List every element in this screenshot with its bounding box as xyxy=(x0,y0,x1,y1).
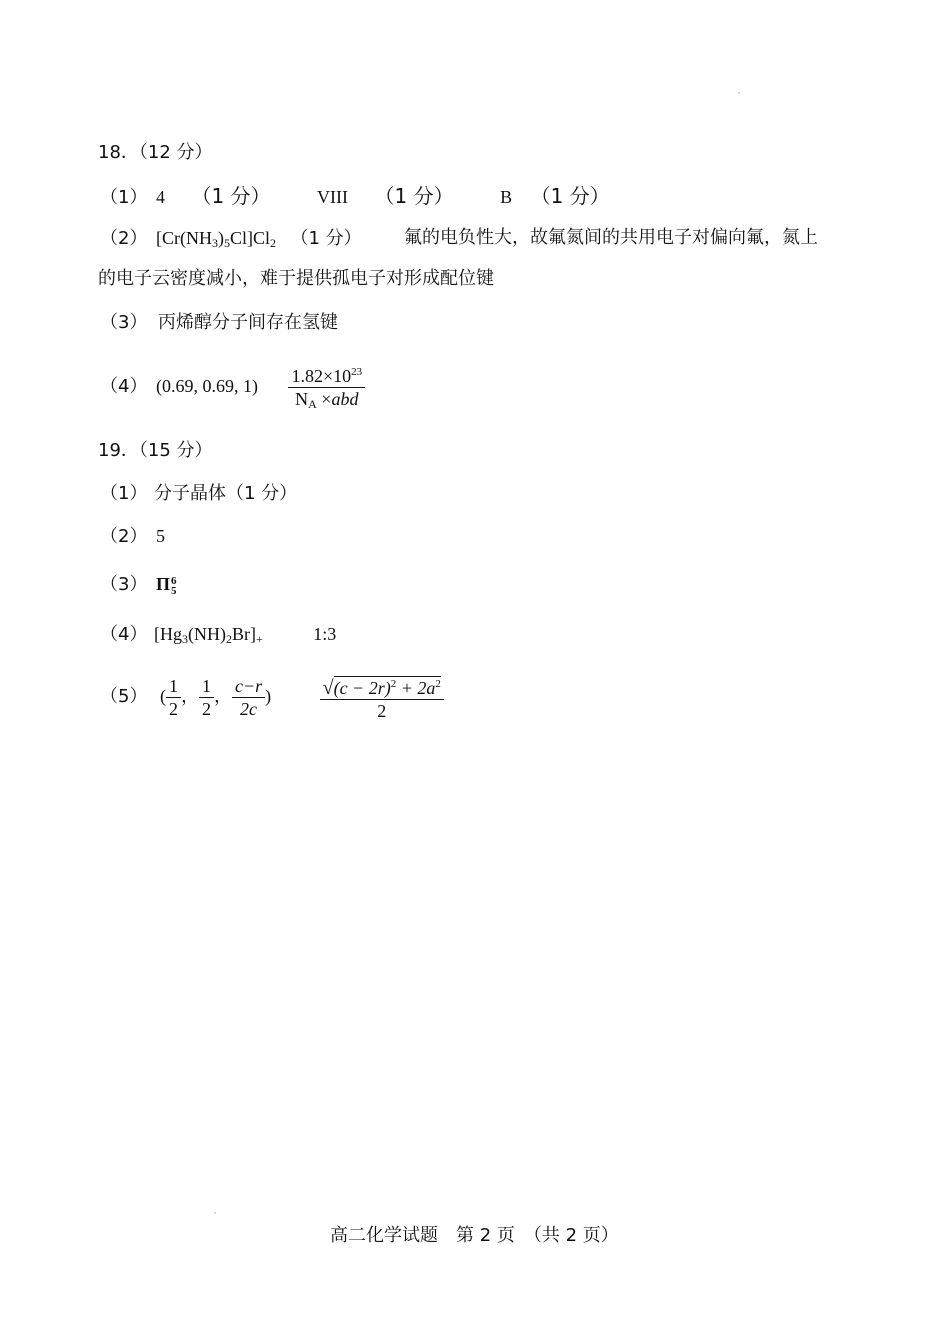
page-speck-top xyxy=(738,92,740,94)
q19-part2-number: （2） xyxy=(100,526,148,547)
q18-part4-density-fraction xyxy=(288,361,365,415)
q19-part3 xyxy=(100,572,176,597)
q18-part1-number: （1） xyxy=(100,187,148,208)
q18-part2-explanation-line1: 氟的电负性大，故氟氮间的共用电子对偏向氟，氮上 xyxy=(404,227,818,248)
q18-part4-coordinate: (0.69, 0.69, 1) xyxy=(155,376,258,396)
q18-part1-score-c: （1 分） xyxy=(530,184,610,208)
q19-part2-answer: 5 xyxy=(155,526,165,546)
q18-part1-score-b: （1 分） xyxy=(374,184,454,208)
q19-part4-ratio: 1:3 xyxy=(313,624,337,644)
distance-numerator: $√(c - 2r)^2 + 2a^2$ xyxy=(320,673,444,700)
q19-part4-formula: $[Hg_3(NH)_2Br]_+$ xyxy=(153,624,263,646)
q18-part1-answer-a: 4 xyxy=(155,187,165,207)
q18-part1-score-a: （1 分） xyxy=(191,184,271,208)
q19-header: 19．（15 分） xyxy=(98,440,213,461)
q18-part3-number: （3） xyxy=(100,312,148,333)
page-speck-bottom xyxy=(214,1212,216,1214)
q18-part1-answer-b: VIII xyxy=(317,187,349,207)
q19-part1-number: （1） xyxy=(100,483,148,504)
q19-part5-number: （5） xyxy=(100,686,148,707)
q18-part2 xyxy=(100,226,362,255)
q18-part2-formula: $[Cr(NH_3)_5Cl]Cl_2$ xyxy=(155,228,276,250)
q19-part3-number: （3） xyxy=(100,574,148,595)
q18-part3-answer: 丙烯醇分子间存在氢键 xyxy=(157,312,338,333)
page-footer: 高二化学试题 第 2 页 （共 2 页） xyxy=(330,1225,619,1246)
q19-part5 xyxy=(100,670,444,723)
coord-fraction-x: $\frac{1}{2}$ xyxy=(166,675,181,720)
density-denominator: $N_A \times abd$ xyxy=(295,388,359,411)
q19-part4-number: （4） xyxy=(100,624,148,645)
q19-part2 xyxy=(100,524,165,549)
q18-part2-explanation-line2: 的电子云密度减小，难于提供孤电子对形成配位键 xyxy=(98,268,494,289)
coord-fraction-y: $\frac{1}{2}$ xyxy=(199,675,214,720)
distance-denominator: 2 xyxy=(377,701,387,722)
q18-part4 xyxy=(100,360,365,415)
q19-part3-pi-bond: Π 6 5 xyxy=(155,574,177,597)
q18-part3 xyxy=(100,310,338,335)
q18-header: 18．（12 分） xyxy=(98,142,213,163)
q18-part2-number: （2） xyxy=(100,228,148,249)
density-numerator: $1.82\times 10^{23}$ xyxy=(288,361,365,388)
coord-fraction-z: $\frac{c-r}{2c}$ xyxy=(232,675,265,720)
q19-part4 xyxy=(100,622,336,651)
q18-part1 xyxy=(100,184,610,210)
q18-part4-number: （4） xyxy=(100,376,148,397)
q18-part1-answer-c: B xyxy=(500,187,513,207)
q18-part2-score: （1 分） xyxy=(290,228,362,249)
q19-part1 xyxy=(100,481,297,506)
q19-part5-coordinate: ( $\frac{1}{2}$ ， $\frac{1}{2}$ ， $\frac{c-r}{2c}$ ) xyxy=(159,676,272,720)
q19-part1-answer: 分子晶体（1 分） xyxy=(153,483,298,504)
q19-part5-distance-fraction xyxy=(320,673,444,722)
